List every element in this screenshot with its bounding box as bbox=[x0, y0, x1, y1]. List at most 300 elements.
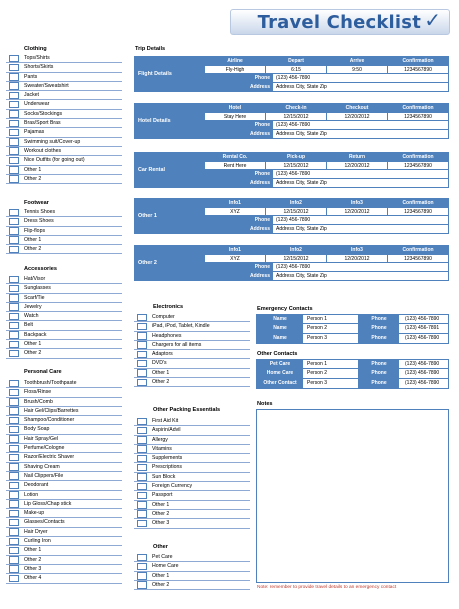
contact-cell: Name bbox=[257, 315, 303, 323]
trip-cell: 12/15/2012 bbox=[266, 162, 327, 170]
checkbox[interactable] bbox=[9, 73, 19, 81]
contact-cell: Person 2 bbox=[303, 324, 359, 332]
checkbox[interactable] bbox=[9, 236, 19, 244]
checkbox[interactable] bbox=[9, 101, 19, 109]
checklist-item-label: Other 2 bbox=[152, 379, 170, 386]
trip-cell: XYZ bbox=[205, 255, 266, 263]
checklist-item-label: Sweater/Sweatshirt bbox=[24, 82, 69, 89]
trip-block bbox=[134, 56, 449, 92]
checklist-item bbox=[6, 275, 122, 284]
checklist-item-label: Jacket bbox=[24, 92, 39, 99]
checkbox[interactable] bbox=[137, 360, 147, 368]
checklist-item-label: Chargers for all items bbox=[152, 341, 202, 348]
checklist-item-label: Home Care bbox=[152, 563, 179, 570]
trip-cell: 1234567890 bbox=[404, 255, 432, 262]
trip-field-value: Address City, State Zip bbox=[276, 179, 327, 186]
checklist-item-label: Bras/Sport Bras bbox=[24, 120, 61, 127]
checklist-item-label: Computer bbox=[152, 314, 175, 320]
trip-column-header: Info3 bbox=[327, 199, 388, 207]
trip-column-header: Rental Co. bbox=[205, 153, 266, 161]
checklist-item-label: Sun Block bbox=[152, 473, 176, 480]
checklist-item-label: Pet Care bbox=[152, 554, 173, 560]
checklist-item-label: Dress Shoes bbox=[24, 218, 54, 225]
checklist-item bbox=[6, 463, 122, 472]
checklist-item bbox=[6, 574, 122, 583]
checkbox[interactable] bbox=[137, 341, 147, 349]
trip-cell: Fly-High bbox=[205, 66, 266, 74]
checklist-item bbox=[134, 519, 250, 528]
contact-cell: (123) 456-7890 bbox=[405, 379, 440, 386]
trip-column-header: Confirmation bbox=[388, 199, 448, 207]
checkbox[interactable] bbox=[9, 500, 19, 508]
trip-row bbox=[205, 225, 448, 234]
trip-details-heading: Trip Details bbox=[135, 46, 166, 52]
trip-cell: 1234567890 bbox=[404, 162, 432, 169]
trip-column-header: Depart bbox=[266, 57, 327, 65]
trip-column-header: Info1 bbox=[205, 199, 266, 207]
checklist-item-label: Body Soap bbox=[24, 426, 50, 433]
checklist-item bbox=[6, 82, 122, 91]
trip-row bbox=[205, 74, 448, 83]
other-essentials-heading: Other Packing Essentials bbox=[153, 407, 221, 413]
checkbox[interactable] bbox=[9, 55, 19, 63]
checkbox[interactable] bbox=[9, 398, 19, 406]
trip-column-header: Confirmation bbox=[388, 153, 448, 161]
checklist-item bbox=[134, 454, 250, 463]
footwear-heading: Footwear bbox=[24, 200, 49, 206]
checkbox[interactable] bbox=[137, 563, 147, 571]
checklist-item-label: Underwear bbox=[24, 101, 50, 108]
checklist-item bbox=[134, 426, 250, 435]
checklist-item-label: Adaptors bbox=[152, 351, 173, 358]
accessories-heading: Accessories bbox=[24, 266, 57, 272]
trip-column-header: Airline bbox=[205, 57, 266, 65]
checklist-item bbox=[6, 91, 122, 100]
checklist-item-label: Brush/Comb bbox=[24, 398, 53, 405]
checkbox[interactable] bbox=[137, 501, 147, 509]
checkbox[interactable] bbox=[137, 581, 147, 589]
trip-block-label: Other 1 bbox=[135, 199, 205, 233]
checklist-item-label: Workout clothes bbox=[24, 147, 62, 154]
checkbox[interactable] bbox=[9, 528, 19, 536]
trip-block bbox=[134, 103, 449, 139]
checklist-item-label: Other 1 bbox=[24, 236, 42, 243]
contact-cell: (123) 456-7890 bbox=[405, 370, 440, 377]
checkbox[interactable] bbox=[9, 147, 19, 155]
checklist-item bbox=[134, 378, 250, 387]
checklist-item-label: Other 2 bbox=[24, 350, 42, 357]
trip-row bbox=[205, 246, 448, 255]
emergency-contacts-table bbox=[256, 314, 449, 344]
checklist-item bbox=[134, 350, 250, 359]
checklist-item bbox=[6, 312, 122, 321]
checkbox[interactable] bbox=[9, 482, 19, 490]
checkbox[interactable] bbox=[9, 331, 19, 339]
footwear-list bbox=[6, 208, 122, 254]
contact-cell: (123) 456-7890 bbox=[405, 361, 440, 367]
checkbox[interactable] bbox=[9, 519, 19, 527]
checkbox[interactable] bbox=[9, 92, 19, 100]
trip-row bbox=[205, 57, 448, 66]
checkbox[interactable] bbox=[137, 483, 147, 491]
checklist-item-label: Socks/Stockings bbox=[24, 110, 63, 117]
checkbox[interactable] bbox=[9, 209, 19, 217]
checkbox[interactable] bbox=[9, 445, 19, 453]
other-heading: Other bbox=[153, 544, 168, 550]
checklist-item-label: Other 4 bbox=[24, 575, 42, 582]
checklist-item bbox=[6, 472, 122, 481]
checkbox[interactable] bbox=[9, 82, 19, 90]
emergency-contacts-heading: Emergency Contacts bbox=[257, 306, 313, 312]
checklist-item-label: Hair Spray/Gel bbox=[24, 435, 59, 442]
trip-column-header: Info1 bbox=[205, 246, 266, 254]
checklist-item bbox=[6, 546, 122, 555]
checkbox[interactable] bbox=[137, 455, 147, 463]
trip-cell: 6:15 bbox=[266, 66, 327, 74]
trip-cell: 12/20/2012 bbox=[327, 255, 388, 263]
checklist-item bbox=[6, 294, 122, 303]
trip-column-header: Checkout bbox=[327, 104, 388, 112]
checkbox[interactable] bbox=[9, 556, 19, 564]
contact-row bbox=[257, 334, 448, 343]
clothing-list bbox=[6, 54, 122, 184]
trip-cell: 12/15/2012 bbox=[266, 255, 327, 263]
checkbox[interactable] bbox=[9, 350, 19, 358]
trip-field-value: (123) 456-7890 bbox=[276, 217, 311, 224]
checklist-item-label: Make-up bbox=[24, 510, 45, 517]
checklist-item bbox=[6, 54, 122, 63]
trip-block-label: Other 2 bbox=[135, 246, 205, 280]
checklist-item-label: Shorts/Skirts bbox=[24, 64, 54, 71]
checklist-item-label: Pants bbox=[24, 73, 38, 80]
trip-block bbox=[134, 152, 449, 188]
checkbox[interactable] bbox=[137, 492, 147, 500]
checklist-item-label: Nail Clippers/File bbox=[24, 472, 64, 479]
checklist-item bbox=[6, 156, 122, 165]
checklist-item bbox=[6, 208, 122, 217]
trip-column-header: Confirmation bbox=[388, 104, 448, 112]
checklist-item-label: Hat/Visor bbox=[24, 276, 46, 282]
checkbox[interactable] bbox=[9, 491, 19, 499]
checklist-item-label: Hair Dryer bbox=[24, 528, 48, 535]
checklist-item bbox=[6, 63, 122, 72]
checklist-item bbox=[134, 572, 250, 581]
checklist-item-label: Allergy bbox=[152, 436, 168, 443]
trip-field-label: Phone bbox=[205, 74, 273, 82]
checklist-item bbox=[6, 349, 122, 358]
checkbox[interactable] bbox=[9, 435, 19, 443]
checklist-item-label: Other 2 bbox=[152, 581, 170, 588]
notes-area[interactable] bbox=[256, 409, 449, 583]
other-contacts-table bbox=[256, 359, 449, 389]
trip-row bbox=[205, 153, 448, 162]
checkbox[interactable] bbox=[9, 110, 19, 118]
checklist-item-label: Other 1 bbox=[152, 572, 170, 579]
trip-row bbox=[205, 104, 448, 113]
other-list bbox=[134, 553, 250, 590]
checklist-item bbox=[6, 565, 122, 574]
checkbox[interactable] bbox=[9, 510, 19, 518]
checklist-item bbox=[6, 481, 122, 490]
checklist-item bbox=[6, 236, 122, 245]
checklist-item-label: Swimming suit/Cover-up bbox=[24, 138, 81, 145]
trip-column-header: Confirmation bbox=[388, 57, 448, 65]
other-essentials-list bbox=[134, 417, 250, 529]
checklist-item-label: Other 2 bbox=[24, 175, 42, 182]
trip-row bbox=[205, 170, 448, 179]
checklist-item bbox=[6, 303, 122, 312]
checklist-item bbox=[134, 341, 250, 350]
checklist-item bbox=[6, 435, 122, 444]
checklist-item-label: Backpack bbox=[24, 331, 47, 338]
trip-column-header: Info2 bbox=[266, 246, 327, 254]
trip-cell: 1234567890 bbox=[404, 208, 432, 215]
contact-row bbox=[257, 379, 448, 388]
trip-row bbox=[205, 162, 448, 171]
notes-footnote: Note: remember to provide travel details to an emergency contact bbox=[257, 585, 397, 590]
checklist-item bbox=[134, 313, 250, 322]
checklist-item-label: Flip-flops bbox=[24, 227, 46, 234]
checkbox[interactable] bbox=[9, 285, 19, 293]
trip-column-header: Pick-up bbox=[266, 153, 327, 161]
checklist-item-label: Other 1 bbox=[24, 166, 42, 173]
checkbox[interactable] bbox=[9, 389, 19, 397]
checkbox[interactable] bbox=[137, 464, 147, 472]
checklist-item bbox=[134, 445, 250, 454]
checklist-item-label: Other 1 bbox=[152, 369, 170, 376]
checklist-item bbox=[6, 217, 122, 226]
checkbox[interactable] bbox=[9, 303, 19, 311]
checklist-item bbox=[134, 581, 250, 590]
trip-field-label: Phone bbox=[205, 170, 273, 178]
trip-row bbox=[205, 263, 448, 272]
checklist-item-label: Vitamins bbox=[152, 445, 172, 452]
contact-cell: Pet Care bbox=[257, 360, 303, 368]
trip-field-label: Phone bbox=[205, 263, 273, 271]
trip-cell: 12/15/2012 bbox=[266, 113, 327, 121]
contact-cell: (123) 456-7890 bbox=[405, 334, 440, 341]
trip-field-value: (123) 456-7890 bbox=[276, 75, 311, 82]
checkbox[interactable] bbox=[9, 157, 19, 165]
trip-column-header: Check-in bbox=[266, 104, 327, 112]
notes-heading: Notes bbox=[257, 401, 273, 407]
checklist-item-label: Foreign Currency bbox=[152, 483, 193, 490]
checkbox[interactable] bbox=[9, 64, 19, 72]
checklist-item bbox=[134, 482, 250, 491]
contact-row bbox=[257, 315, 448, 324]
checklist-item-label: Toothbrush/Toothpaste bbox=[24, 380, 77, 386]
checkbox[interactable] bbox=[9, 120, 19, 128]
checklist-item-label: Watch bbox=[24, 313, 39, 320]
checklist-item bbox=[134, 369, 250, 378]
trip-column-header: Info3 bbox=[327, 246, 388, 254]
checklist-item bbox=[6, 245, 122, 254]
trip-row bbox=[205, 208, 448, 217]
checklist-item bbox=[6, 444, 122, 453]
checkbox[interactable] bbox=[137, 351, 147, 359]
personal-care-list bbox=[6, 379, 122, 584]
checklist-item-label: Other 2 bbox=[24, 556, 42, 563]
page-title: Travel Checklist bbox=[257, 12, 421, 33]
checklist-item bbox=[6, 556, 122, 565]
contact-cell: Phone bbox=[359, 369, 399, 377]
checkbox[interactable] bbox=[137, 323, 147, 331]
trip-row bbox=[205, 216, 448, 225]
checkbox[interactable] bbox=[137, 332, 147, 340]
checkbox[interactable] bbox=[9, 454, 19, 462]
checkbox[interactable] bbox=[9, 166, 19, 174]
checkbox[interactable] bbox=[9, 547, 19, 555]
checkbox[interactable] bbox=[137, 427, 147, 435]
trip-field-label: Phone bbox=[205, 121, 273, 129]
trip-field-value: Address City, State Zip bbox=[276, 225, 327, 232]
checklist-item bbox=[6, 425, 122, 434]
checklist-item bbox=[6, 100, 122, 109]
contact-cell: Name bbox=[257, 334, 303, 343]
checklist-item-label: Other 2 bbox=[152, 510, 170, 517]
checkbox[interactable] bbox=[9, 313, 19, 321]
checklist-item-label: Other 1 bbox=[24, 341, 42, 348]
trip-cell: 12/20/2012 bbox=[327, 162, 388, 170]
checklist-item bbox=[6, 138, 122, 147]
checkbox[interactable] bbox=[137, 445, 147, 453]
checklist-item bbox=[6, 528, 122, 537]
checklist-item bbox=[134, 359, 250, 368]
checklist-item bbox=[6, 379, 122, 388]
checkbox[interactable] bbox=[137, 436, 147, 444]
contact-cell: Phone bbox=[359, 334, 399, 343]
other-contacts-heading: Other Contacts bbox=[257, 351, 298, 357]
checkbox[interactable] bbox=[9, 565, 19, 573]
checkbox[interactable] bbox=[9, 538, 19, 546]
trip-column-header: Confirmation bbox=[388, 246, 448, 254]
checklist-item bbox=[6, 321, 122, 330]
checklist-item-label: Sunglasses bbox=[24, 285, 51, 292]
checklist-item-label: Other 3 bbox=[152, 520, 170, 527]
contact-cell: Other Contact bbox=[257, 379, 303, 388]
checklist-item-label: Supplements bbox=[152, 455, 183, 462]
contact-cell: Phone bbox=[359, 379, 399, 388]
trip-field-label: Address bbox=[205, 130, 273, 139]
checkbox[interactable] bbox=[137, 520, 147, 528]
contact-cell: Name bbox=[257, 324, 303, 332]
checkbox[interactable] bbox=[137, 510, 147, 518]
contact-cell: Person 1 bbox=[303, 360, 359, 368]
checklist-item-label: First Aid Kit bbox=[152, 418, 179, 424]
checklist-item bbox=[6, 331, 122, 340]
trip-cell: 12/20/2012 bbox=[327, 208, 388, 216]
checklist-item bbox=[134, 491, 250, 500]
checkbox[interactable] bbox=[9, 218, 19, 226]
checkbox[interactable] bbox=[9, 417, 19, 425]
checklist-item bbox=[6, 175, 122, 184]
trip-field-value: (123) 456-7890 bbox=[276, 171, 311, 178]
checkbox[interactable] bbox=[9, 463, 19, 471]
contact-cell: (123) 456-7890 bbox=[405, 316, 440, 322]
checklist-item bbox=[134, 417, 250, 426]
checklist-item bbox=[6, 537, 122, 546]
checkbox[interactable] bbox=[137, 369, 147, 377]
checkbox[interactable] bbox=[9, 472, 19, 480]
checkbox[interactable] bbox=[9, 129, 19, 137]
checkbox[interactable] bbox=[9, 276, 19, 284]
checkbox[interactable] bbox=[9, 575, 19, 583]
checklist-item bbox=[6, 147, 122, 156]
checkbox[interactable] bbox=[9, 322, 19, 330]
checkbox[interactable] bbox=[9, 175, 19, 183]
checkbox[interactable] bbox=[9, 227, 19, 235]
contact-cell: (123) 456-7891 bbox=[405, 325, 440, 332]
checklist-item bbox=[6, 453, 122, 462]
title-banner bbox=[230, 9, 450, 35]
checklist-item-label: Scarf/Tie bbox=[24, 294, 45, 301]
contact-row bbox=[257, 360, 448, 369]
trip-field-label: Address bbox=[205, 83, 273, 92]
checkbox[interactable] bbox=[137, 554, 147, 562]
checklist-item bbox=[134, 473, 250, 482]
electronics-list bbox=[134, 313, 250, 387]
checklist-item bbox=[134, 463, 250, 472]
contact-cell: Person 3 bbox=[303, 379, 359, 388]
checkbox[interactable] bbox=[137, 473, 147, 481]
trip-row bbox=[205, 83, 448, 92]
checklist-item-label: Jewelry bbox=[24, 303, 42, 310]
checklist-item-label: Razor/Electric Shaver bbox=[24, 454, 75, 461]
checkbox[interactable] bbox=[9, 246, 19, 254]
contact-cell: Person 1 bbox=[303, 315, 359, 323]
checklist-item-label: Passport bbox=[152, 492, 173, 499]
trip-field-label: Address bbox=[205, 179, 273, 188]
trip-column-header: Return bbox=[327, 153, 388, 161]
contact-cell: Home Care bbox=[257, 369, 303, 377]
checklist-item-label: iPad, iPod, Tablet, Kindle bbox=[152, 323, 210, 330]
checkbox[interactable] bbox=[9, 294, 19, 302]
checklist-item bbox=[6, 119, 122, 128]
trip-cell: 1234567890 bbox=[404, 113, 432, 120]
trip-block bbox=[134, 198, 449, 234]
checklist-item-label: Aspirin/Advil bbox=[152, 427, 181, 434]
trip-row bbox=[205, 179, 448, 188]
checkbox[interactable] bbox=[137, 314, 147, 322]
checklist-item-label: Lip Gloss/Chap stick bbox=[24, 500, 72, 507]
trip-block-label: Car Rental bbox=[135, 153, 205, 187]
checkbox[interactable] bbox=[9, 426, 19, 434]
checkbox[interactable] bbox=[137, 572, 147, 580]
checklist-item-label: Hair Gel/Clips/Barrettes bbox=[24, 407, 79, 414]
trip-field-value: Address City, State Zip bbox=[276, 130, 327, 137]
checkbox[interactable] bbox=[9, 341, 19, 349]
checkbox[interactable] bbox=[9, 138, 19, 146]
checkbox[interactable] bbox=[9, 380, 19, 388]
checklist-item-label: Pajamas bbox=[24, 129, 45, 136]
trip-row bbox=[205, 255, 448, 264]
checkbox[interactable] bbox=[137, 418, 147, 426]
trip-block-label: Hotel Details bbox=[135, 104, 205, 138]
checkbox[interactable] bbox=[9, 407, 19, 415]
trip-field-label: Address bbox=[205, 272, 273, 281]
checklist-item bbox=[6, 128, 122, 137]
electronics-heading: Electronics bbox=[153, 304, 184, 310]
contact-cell: Phone bbox=[359, 324, 399, 332]
contact-row bbox=[257, 369, 448, 378]
checkbox[interactable] bbox=[137, 379, 147, 387]
checklist-item bbox=[6, 227, 122, 236]
checklist-item bbox=[6, 73, 122, 82]
checklist-item bbox=[6, 110, 122, 119]
checklist-item-label: Other 1 bbox=[152, 501, 170, 508]
trip-row bbox=[205, 66, 448, 75]
checklist-item-label: Tops/Shirts bbox=[24, 55, 50, 61]
